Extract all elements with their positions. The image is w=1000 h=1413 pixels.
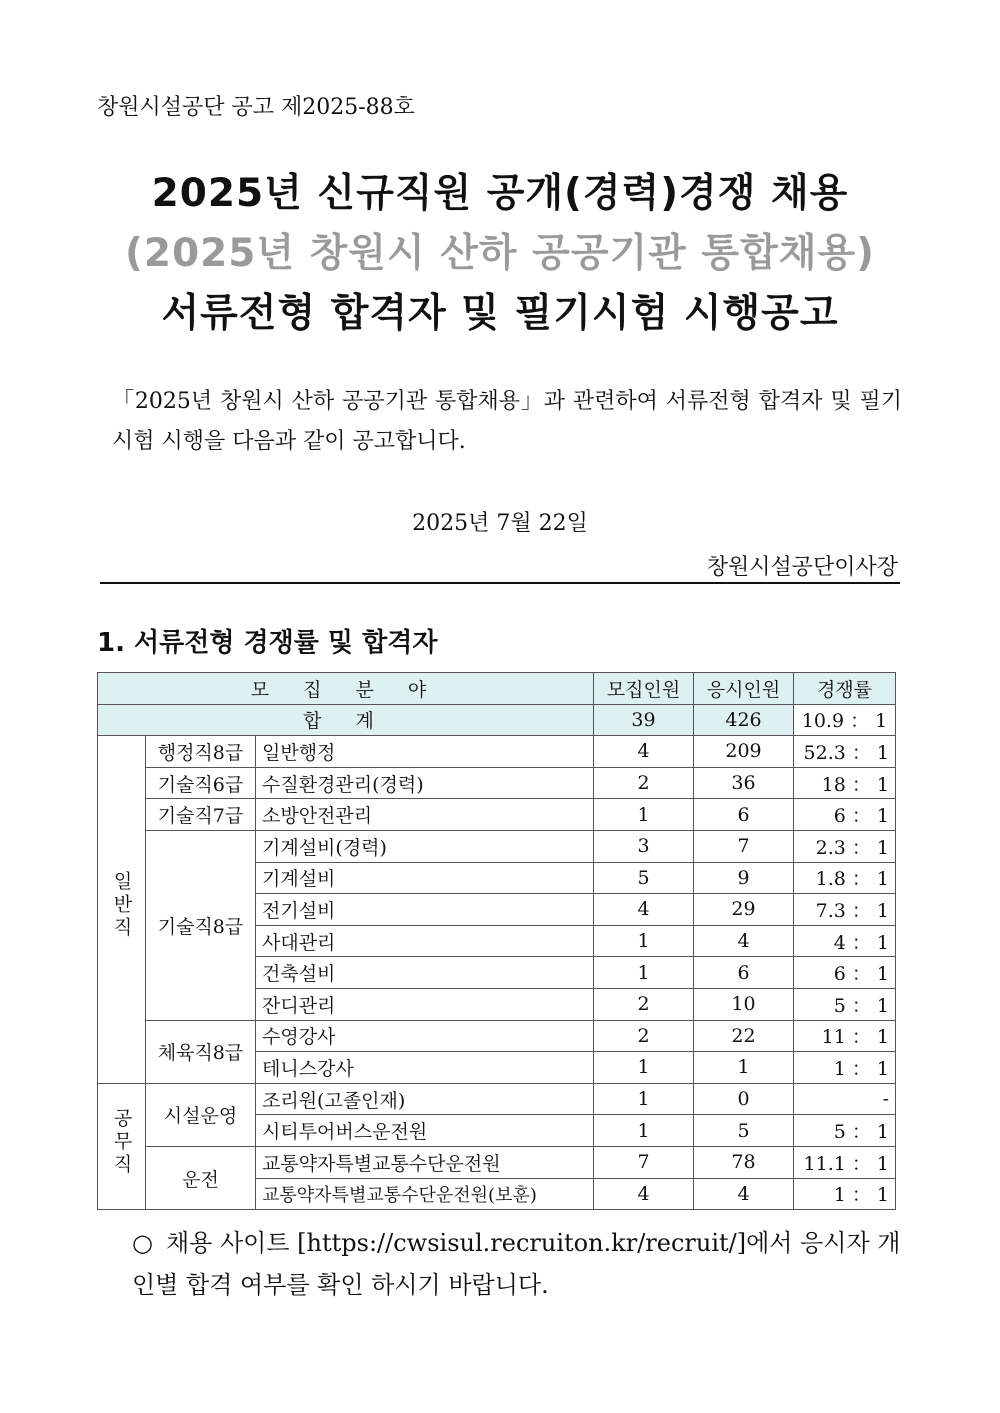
field-name: 전기설비: [256, 894, 594, 926]
grade-driving: 운전: [146, 1146, 256, 1209]
title-line-2: (2025년 창원시 산하 공공기관 통합채용): [125, 231, 875, 276]
recruit-count: 1: [594, 799, 694, 831]
total-recruit: 39: [594, 704, 694, 736]
competition-ratio: 6 ： 1: [794, 957, 896, 989]
grade-tech7: 기술직7급: [146, 799, 256, 831]
recruit-count: 1: [594, 957, 694, 989]
grade-sports8: 체육직8급: [146, 1020, 256, 1083]
competition-ratio: 1.8 ： 1: [794, 862, 896, 894]
grade-tech8: 기술직8급: [146, 830, 256, 1020]
field-name: 일반행정: [256, 736, 594, 768]
field-name: 잔디관리: [256, 988, 594, 1020]
section-title: 1. 서류전형 경쟁률 및 합격자: [97, 628, 438, 658]
competition-ratio: -: [794, 1083, 896, 1115]
divider: [100, 582, 900, 584]
recruit-count: 2: [594, 988, 694, 1020]
title-line-3: 서류전형 합격자 및 필기시험 시행공고: [161, 291, 839, 336]
issuer: 창원시설공단이사장: [706, 555, 898, 580]
field-name: 소방안전관리: [256, 799, 594, 831]
competition-ratio: 18 ： 1: [794, 767, 896, 799]
applicant-count: 1: [694, 1052, 794, 1084]
recruit-count: 3: [594, 830, 694, 862]
applicant-count: 22: [694, 1020, 794, 1052]
field-name: 수질환경관리(경력): [256, 767, 594, 799]
recruit-count: 4: [594, 894, 694, 926]
field-name: 시티투어버스운전원: [256, 1115, 594, 1147]
competition-ratio: 11.1 ： 1: [794, 1146, 896, 1178]
group-general: [98, 736, 146, 1084]
group-general-label: 일반직: [110, 870, 133, 940]
recruit-count: 1: [594, 925, 694, 957]
notice-number: 창원시설공단 공고 제2025-88호: [97, 95, 415, 120]
applicant-count: 4: [694, 1178, 794, 1210]
recruit-count: 1: [594, 1115, 694, 1147]
competition-ratio: 7.3 ： 1: [794, 894, 896, 926]
field-name: 교통약자특별교통수단운전원: [256, 1146, 594, 1178]
recruit-count: 1: [594, 1083, 694, 1115]
applicant-count: 7: [694, 830, 794, 862]
header-ratio: 경쟁률: [794, 673, 896, 705]
header-field: 모 집 분 야: [98, 673, 594, 705]
recruit-count: 2: [594, 767, 694, 799]
total-ratio: 10.9 ： 1: [794, 704, 896, 736]
recruit-count: 4: [594, 1178, 694, 1210]
footer-text: 채용 사이트 [https://cwsisul.recruiton.kr/recruit/]에서 응시자 개인별 합격 여부를 확인 하시기 바랍니다.: [132, 1229, 901, 1299]
recruit-count: 5: [594, 862, 694, 894]
recruit-count: 7: [594, 1146, 694, 1178]
applicant-count: 10: [694, 988, 794, 1020]
table-row: [98, 1020, 896, 1052]
recruit-count: 1: [594, 1052, 694, 1084]
applicant-count: 36: [694, 767, 794, 799]
applicant-count: 29: [694, 894, 794, 926]
header-recruit: 모집인원: [594, 673, 694, 705]
competition-ratio: 5 ： 1: [794, 988, 896, 1020]
grade-tech6: 기술직6급: [146, 767, 256, 799]
competition-ratio: 1 ： 1: [794, 1178, 896, 1210]
competition-ratio: 6 ： 1: [794, 799, 896, 831]
total-label: 합 계: [98, 704, 594, 736]
applicant-count: 0: [694, 1083, 794, 1115]
competition-ratio: 1 ： 1: [794, 1052, 896, 1084]
group-official: [98, 1083, 146, 1209]
table-row: [98, 1146, 896, 1178]
field-name: 기계설비: [256, 862, 594, 894]
table-header-row: [98, 673, 896, 705]
applicant-count: 6: [694, 799, 794, 831]
grade-facility: 시설운영: [146, 1083, 256, 1146]
field-name: 수영강사: [256, 1020, 594, 1052]
field-name: 테니스강사: [256, 1052, 594, 1084]
table-row: [98, 830, 896, 862]
applicant-count: 6: [694, 957, 794, 989]
field-name: 교통약자특별교통수단운전원(보훈): [256, 1178, 594, 1210]
total-applicants: 426: [694, 704, 794, 736]
competition-ratio: 52.3 ： 1: [794, 736, 896, 768]
field-name: 사대관리: [256, 925, 594, 957]
applicant-count: 5: [694, 1115, 794, 1147]
competition-ratio: 5 ： 1: [794, 1115, 896, 1147]
applicant-count: 78: [694, 1146, 794, 1178]
header-applicants: 응시인원: [694, 673, 794, 705]
field-name: 조리원(고졸인재): [256, 1083, 594, 1115]
table-row: [98, 767, 896, 799]
field-name: 기계설비(경력): [256, 830, 594, 862]
recruit-count: 4: [594, 736, 694, 768]
recruitment-table: [97, 672, 896, 1210]
table-row: [98, 1083, 896, 1115]
table-row: [98, 736, 896, 768]
competition-ratio: 2.3 ： 1: [794, 830, 896, 862]
recruit-count: 2: [594, 1020, 694, 1052]
applicant-count: 4: [694, 925, 794, 957]
table-row: [98, 799, 896, 831]
intro-paragraph: 「2025년 창원시 산하 공공기관 통합채용」과 관련하여 서류전형 합격자 및 필기시험 시행을 다음과 같이 공고합니다.: [112, 389, 902, 454]
notice-date: 2025년 7월 22일: [412, 511, 588, 536]
competition-ratio: 11 ： 1: [794, 1020, 896, 1052]
table-total-row: [98, 704, 896, 736]
bullet-circle-icon: ○: [132, 1229, 153, 1257]
footer-note: [132, 1222, 912, 1306]
field-name: 건축설비: [256, 957, 594, 989]
competition-ratio: 4 ： 1: [794, 925, 896, 957]
applicant-count: 209: [694, 736, 794, 768]
group-official-label: 공무직: [110, 1107, 133, 1177]
title-line-1: 2025년 신규직원 공개(경력)경쟁 채용: [151, 171, 849, 216]
grade-admin8: 행정직8급: [146, 736, 256, 768]
applicant-count: 9: [694, 862, 794, 894]
